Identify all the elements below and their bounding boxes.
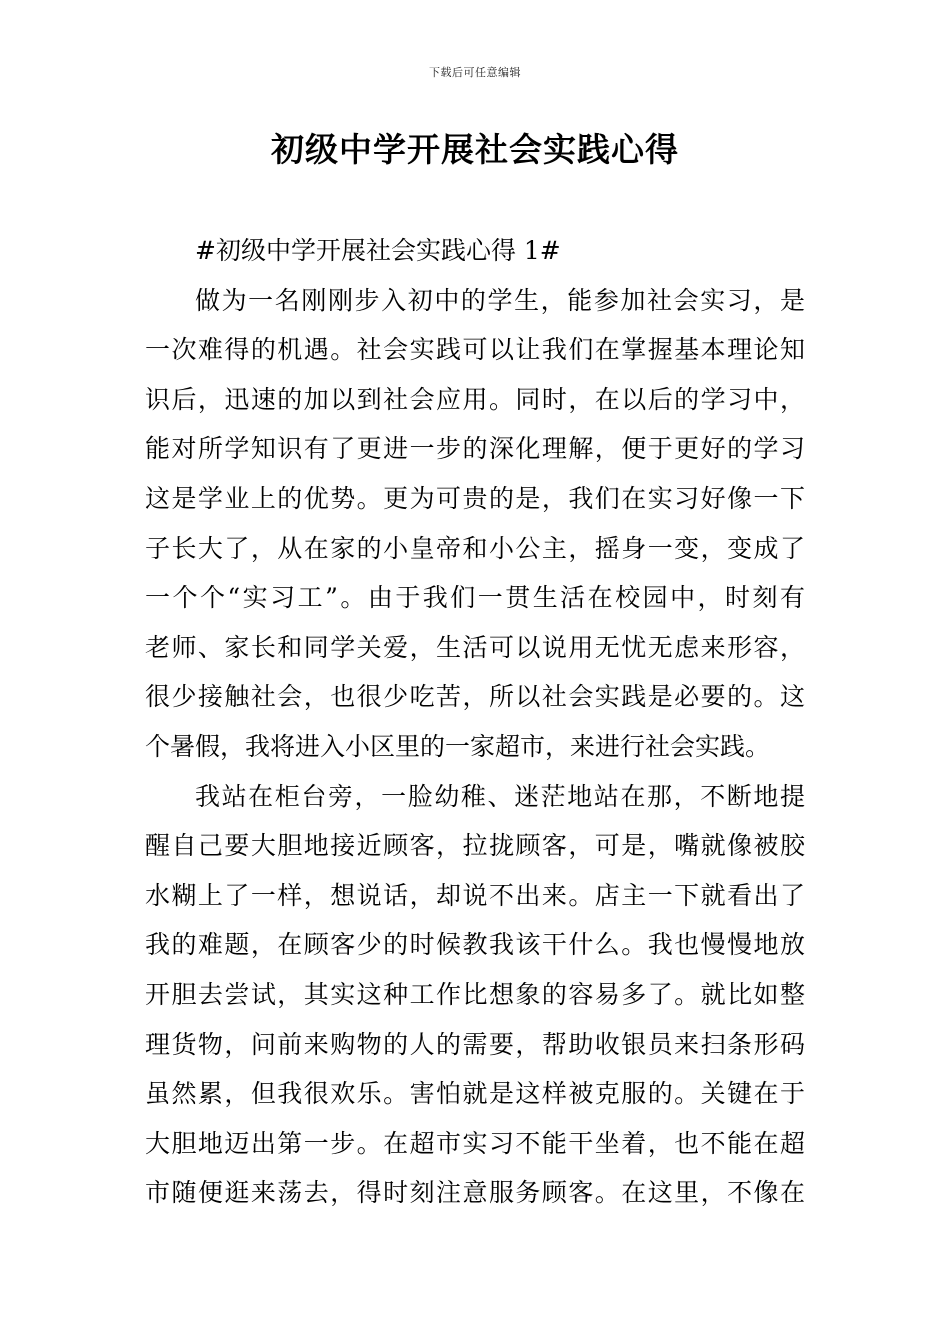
document-body [145, 226, 805, 1218]
paragraph-line: 个暑假，我将进入小区里的一家超市，来进行社会实践。 [145, 731, 771, 761]
header-note: 下载后可任意编辑 [429, 66, 521, 79]
paragraph-line: 识后，迅速的加以到社会应用。同时，在以后的学习中， [145, 384, 805, 414]
paragraph-line: 做为一名刚刚步入初中的学生，能参加社会实习，是 [195, 285, 805, 315]
paragraph-line: 大胆地迈出第一步。在超市实习不能干坐着，也不能在超 [145, 1128, 805, 1158]
paragraph-line: 醒自己要大胆地接近顾客，拉拢顾客，可是，嘴就像被胶 [145, 831, 805, 861]
paragraph-line: 这是学业上的优势。更为可贵的是，我们在实习好像一下 [145, 483, 805, 513]
paragraph-line: 一个个“实习工”。由于我们一贯生活在校园中，时刻有 [145, 583, 805, 613]
section-heading: #初级中学开展社会实践心得 1# [195, 236, 561, 265]
paragraph-line: 能对所学知识有了更进一步的深化理解，便于更好的学习 [145, 434, 805, 464]
paragraph-line: 开胆去尝试，其实这种工作比想象的容易多了。就比如整 [145, 979, 805, 1009]
paragraph-line: 市随便逛来荡去，得时刻注意服务顾客。在这里，不像在 [145, 1178, 805, 1208]
paragraph-line: 我的难题，在顾客少的时候教我该干什么。我也慢慢地放 [145, 930, 805, 960]
paragraph-line: 子长大了，从在家的小皇帝和小公主，摇身一变，变成了 [145, 533, 805, 563]
paragraph-line: 虽然累，但我很欢乐。害怕就是这样被克服的。关键在于 [145, 1079, 805, 1109]
paragraph-line: 一次难得的机遇。社会实践可以让我们在掌握基本理论知 [145, 335, 805, 365]
document-title: 初级中学开展社会实践心得 [271, 130, 679, 169]
paragraph-line: 理货物，问前来购物的人的需要，帮助收银员来扫条形码 [145, 1029, 805, 1059]
paragraph-line: 很少接触社会，也很少吃苦，所以社会实践是必要的。这 [145, 682, 805, 712]
paragraph-line: 水糊上了一样，想说话，却说不出来。店主一下就看出了 [145, 880, 805, 910]
paragraph-line: 老师、家长和同学关爱，生活可以说用无忧无虑来形容， [145, 632, 805, 662]
paragraph-line: 我站在柜台旁，一脸幼稚、迷茫地站在那，不断地提 [195, 781, 805, 811]
